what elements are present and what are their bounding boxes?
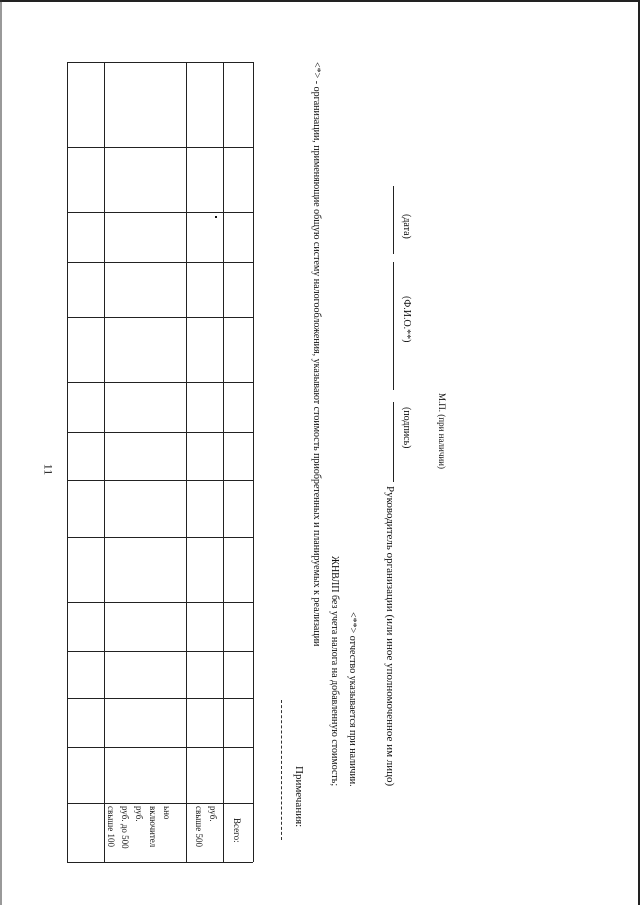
date-line [393,186,394,254]
page-number: 11 [41,463,56,476]
note-line-3: <**> отчество указывается при наличии. [347,612,358,787]
table-row-border [253,62,254,862]
table-col-border [67,317,253,318]
row-label-line: руб. до 500 [120,806,130,849]
table-row-border [186,62,187,862]
stamp-caption: М.П. (при наличии) [437,393,447,469]
table-col-border [67,432,253,433]
row-label-total: Всего: [232,818,242,843]
table-col-border [67,602,253,603]
note-line-1: <*> - организации, применяющие общую систему налогообложения, указывают стоимость приобретенных и планируемых к реализации [311,62,322,647]
table-col-border [67,862,253,863]
row-label-line: руб. [134,806,144,822]
note-line-2: ЖНВЛП без учета налога на добавленную стоимость; [329,556,340,787]
table-row-border [223,62,224,862]
row-label-line: руб. [208,806,218,822]
scan-edge-top [0,0,640,2]
notes-separator [281,700,283,840]
row-label-line: свыше 100 [106,806,116,847]
table-col-border [67,262,253,263]
date-caption: (дата) [401,214,412,239]
scan-edge-left [0,0,2,905]
table-col-border [67,803,253,804]
table-col-border [67,480,253,481]
row-label-line: включител [148,806,158,848]
name-caption: (Ф.И.О.**) [401,296,412,343]
sign-caption: (подпись) [401,407,412,449]
table-col-border [67,212,253,213]
row-label-line: ьно [162,806,172,820]
signature-line [393,402,394,482]
leader-label: Руководитель организации (или иное уполномоченное им лицо) [384,486,396,787]
table-col-border [67,651,253,652]
row-label-line: свыше 500 [194,806,204,847]
table-col-border [67,147,253,148]
table-col-border [67,537,253,538]
table-row-border [104,62,105,862]
table-col-border [67,698,253,699]
table-col-border [67,382,253,383]
table-col-border [67,62,253,63]
table-row-border [67,62,68,862]
name-line [393,262,394,390]
notes-heading: Примечания: [293,766,305,828]
scan-dot [215,216,217,218]
table-col-border [67,747,253,748]
